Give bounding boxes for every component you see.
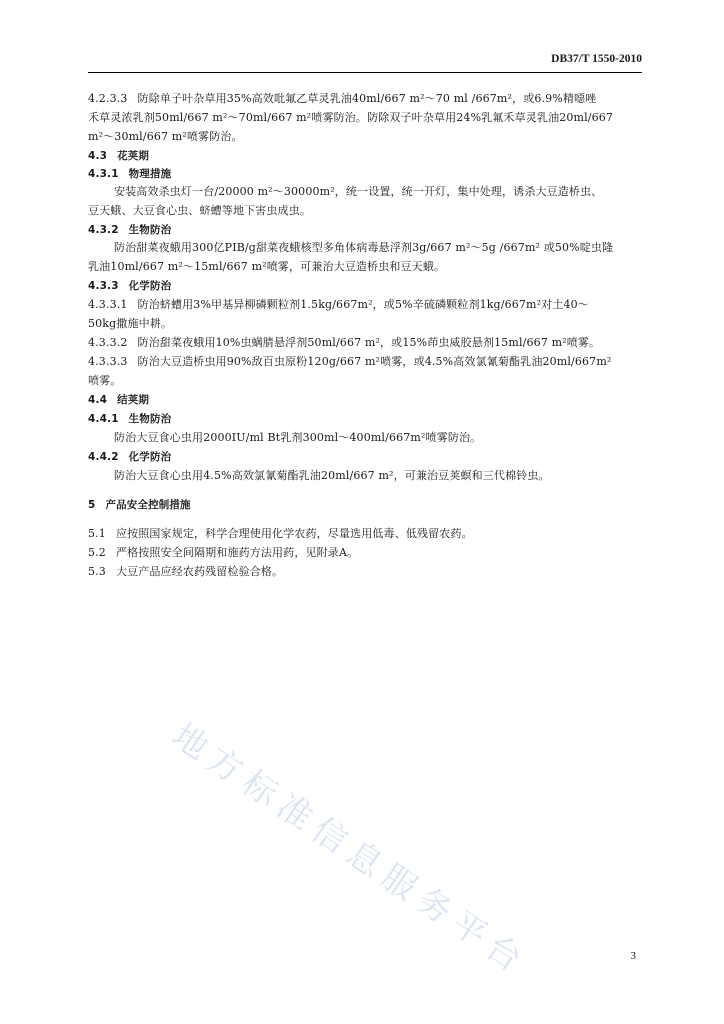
clause-number: 4.4 <box>88 394 108 406</box>
heading-text: 生物防治 <box>128 224 172 236</box>
text-line <box>88 527 642 541</box>
clause-number: 4.3.3.2 <box>88 336 128 349</box>
text-line: 豆天蛾、大豆食心虫、蛴螬等地下害虫成虫。 <box>88 204 311 217</box>
heading-text: 生物防治 <box>128 413 172 425</box>
text-line: 防治大豆食心虫用4.5%高效氯氰菊酯乳油20ml/667 m²，可兼治豆荚螟和三代棉铃虫。 <box>114 469 550 482</box>
document-code: DB37/T 1550-2010 <box>551 53 642 65</box>
clause-number: 5 <box>88 499 96 511</box>
text-line: m²～30ml/667 m²喷雾防治。 <box>88 130 243 143</box>
text-line: 喷雾。 <box>88 374 122 387</box>
heading-text: 花荚期 <box>117 150 150 162</box>
clause-number: 4.3 <box>88 150 108 162</box>
text-line: 防治甜菜夜蛾用300亿PIB/g甜菜夜蛾核型多角体病毒悬浮剂3g/667 m²～5g /667m² 或50%啶虫隆 <box>114 241 614 254</box>
clause-number: 4.3.3 <box>88 280 119 292</box>
header-rule <box>88 72 642 73</box>
text-line: 防治大豆食心虫用2000IU/ml Bt乳剂300ml～400ml/667m²喷雾防治。 <box>114 431 482 444</box>
heading-text: 产品安全控制措施 <box>105 499 191 511</box>
clause-text: 大豆产品应经农药残留检验合格。 <box>115 565 284 578</box>
clause-number: 5.3 <box>88 565 106 578</box>
clause-number: 4.4.1 <box>88 413 119 425</box>
heading-text: 化学防治 <box>128 280 172 292</box>
clause-number: 4.2.3.3 <box>88 92 128 105</box>
section-heading <box>88 393 642 407</box>
clause-number: 4.3.3.3 <box>88 355 128 368</box>
clause-text: 防治甜菜夜蛾用10%虫螨腈悬浮剂50ml/667 m²，或15%茚虫威胶悬剂15ml/667 m²喷雾。 <box>137 336 601 349</box>
clause-number: 5.1 <box>88 527 106 540</box>
clause-number: 5.2 <box>88 546 106 559</box>
section-heading <box>88 498 642 512</box>
text-line <box>88 355 642 369</box>
watermark: 地方标准信息服务平台 <box>164 715 536 984</box>
clause-number: 4.4.2 <box>88 451 119 463</box>
page-number: 3 <box>630 950 636 962</box>
section-heading <box>88 167 642 181</box>
clause-number: 4.3.3.1 <box>88 298 128 311</box>
section-heading <box>88 279 642 293</box>
clause-text: 防治蛴螬用3%甲基异柳磷颗粒剂1.5kg/667m²，或5%辛硫磷颗粒剂1kg/667m²对土40～ <box>137 298 589 311</box>
text-line: 乳油10ml/667 m²～15ml/667 m²喷雾，可兼治大豆造桥虫和豆天蛾。 <box>88 260 446 273</box>
clause-text: 应按照国家规定，科学合理使用化学农药，尽量选用低毒、低残留农药。 <box>115 527 473 540</box>
clause-number: 4.3.1 <box>88 168 119 180</box>
text-line: 禾草灵浓乳剂50ml/667 m²～70ml/667 m²喷雾防治。防除双子叶杂草用24%乳氟禾草灵乳油20ml/667 <box>88 111 614 124</box>
heading-text: 结荚期 <box>117 394 150 406</box>
text-line <box>88 298 642 312</box>
text-line: 50kg撒施中耕。 <box>88 317 173 330</box>
section-heading <box>88 149 642 163</box>
heading-text: 物理措施 <box>128 168 172 180</box>
text-line <box>88 336 642 350</box>
section-heading <box>88 450 642 464</box>
clause-text: 防除单子叶杂草用35%高效吡氟乙草灵乳油40ml/667 m²～70 ml /667m²，或6.9%精噁唑 <box>137 92 597 105</box>
section-heading <box>88 412 642 426</box>
text-line <box>88 565 642 579</box>
section-heading <box>88 223 642 237</box>
clause-text: 防治大豆造桥虫用90%敌百虫原粉120g/667 m²喷雾，或4.5%高效氯氰菊酯乳油20ml/667m² <box>137 355 612 368</box>
clause-number: 4.3.2 <box>88 224 119 236</box>
clause-text: 严格按照安全间隔期和施药方法用药，见附录A。 <box>115 546 359 559</box>
heading-text: 化学防治 <box>128 451 172 463</box>
text-line <box>88 546 642 560</box>
text-line: 安装高效杀虫灯一台/20000 m²～30000m²，统一设置，统一开灯，集中处理，诱杀大豆造桥虫、 <box>114 185 603 198</box>
text-line <box>88 92 642 106</box>
